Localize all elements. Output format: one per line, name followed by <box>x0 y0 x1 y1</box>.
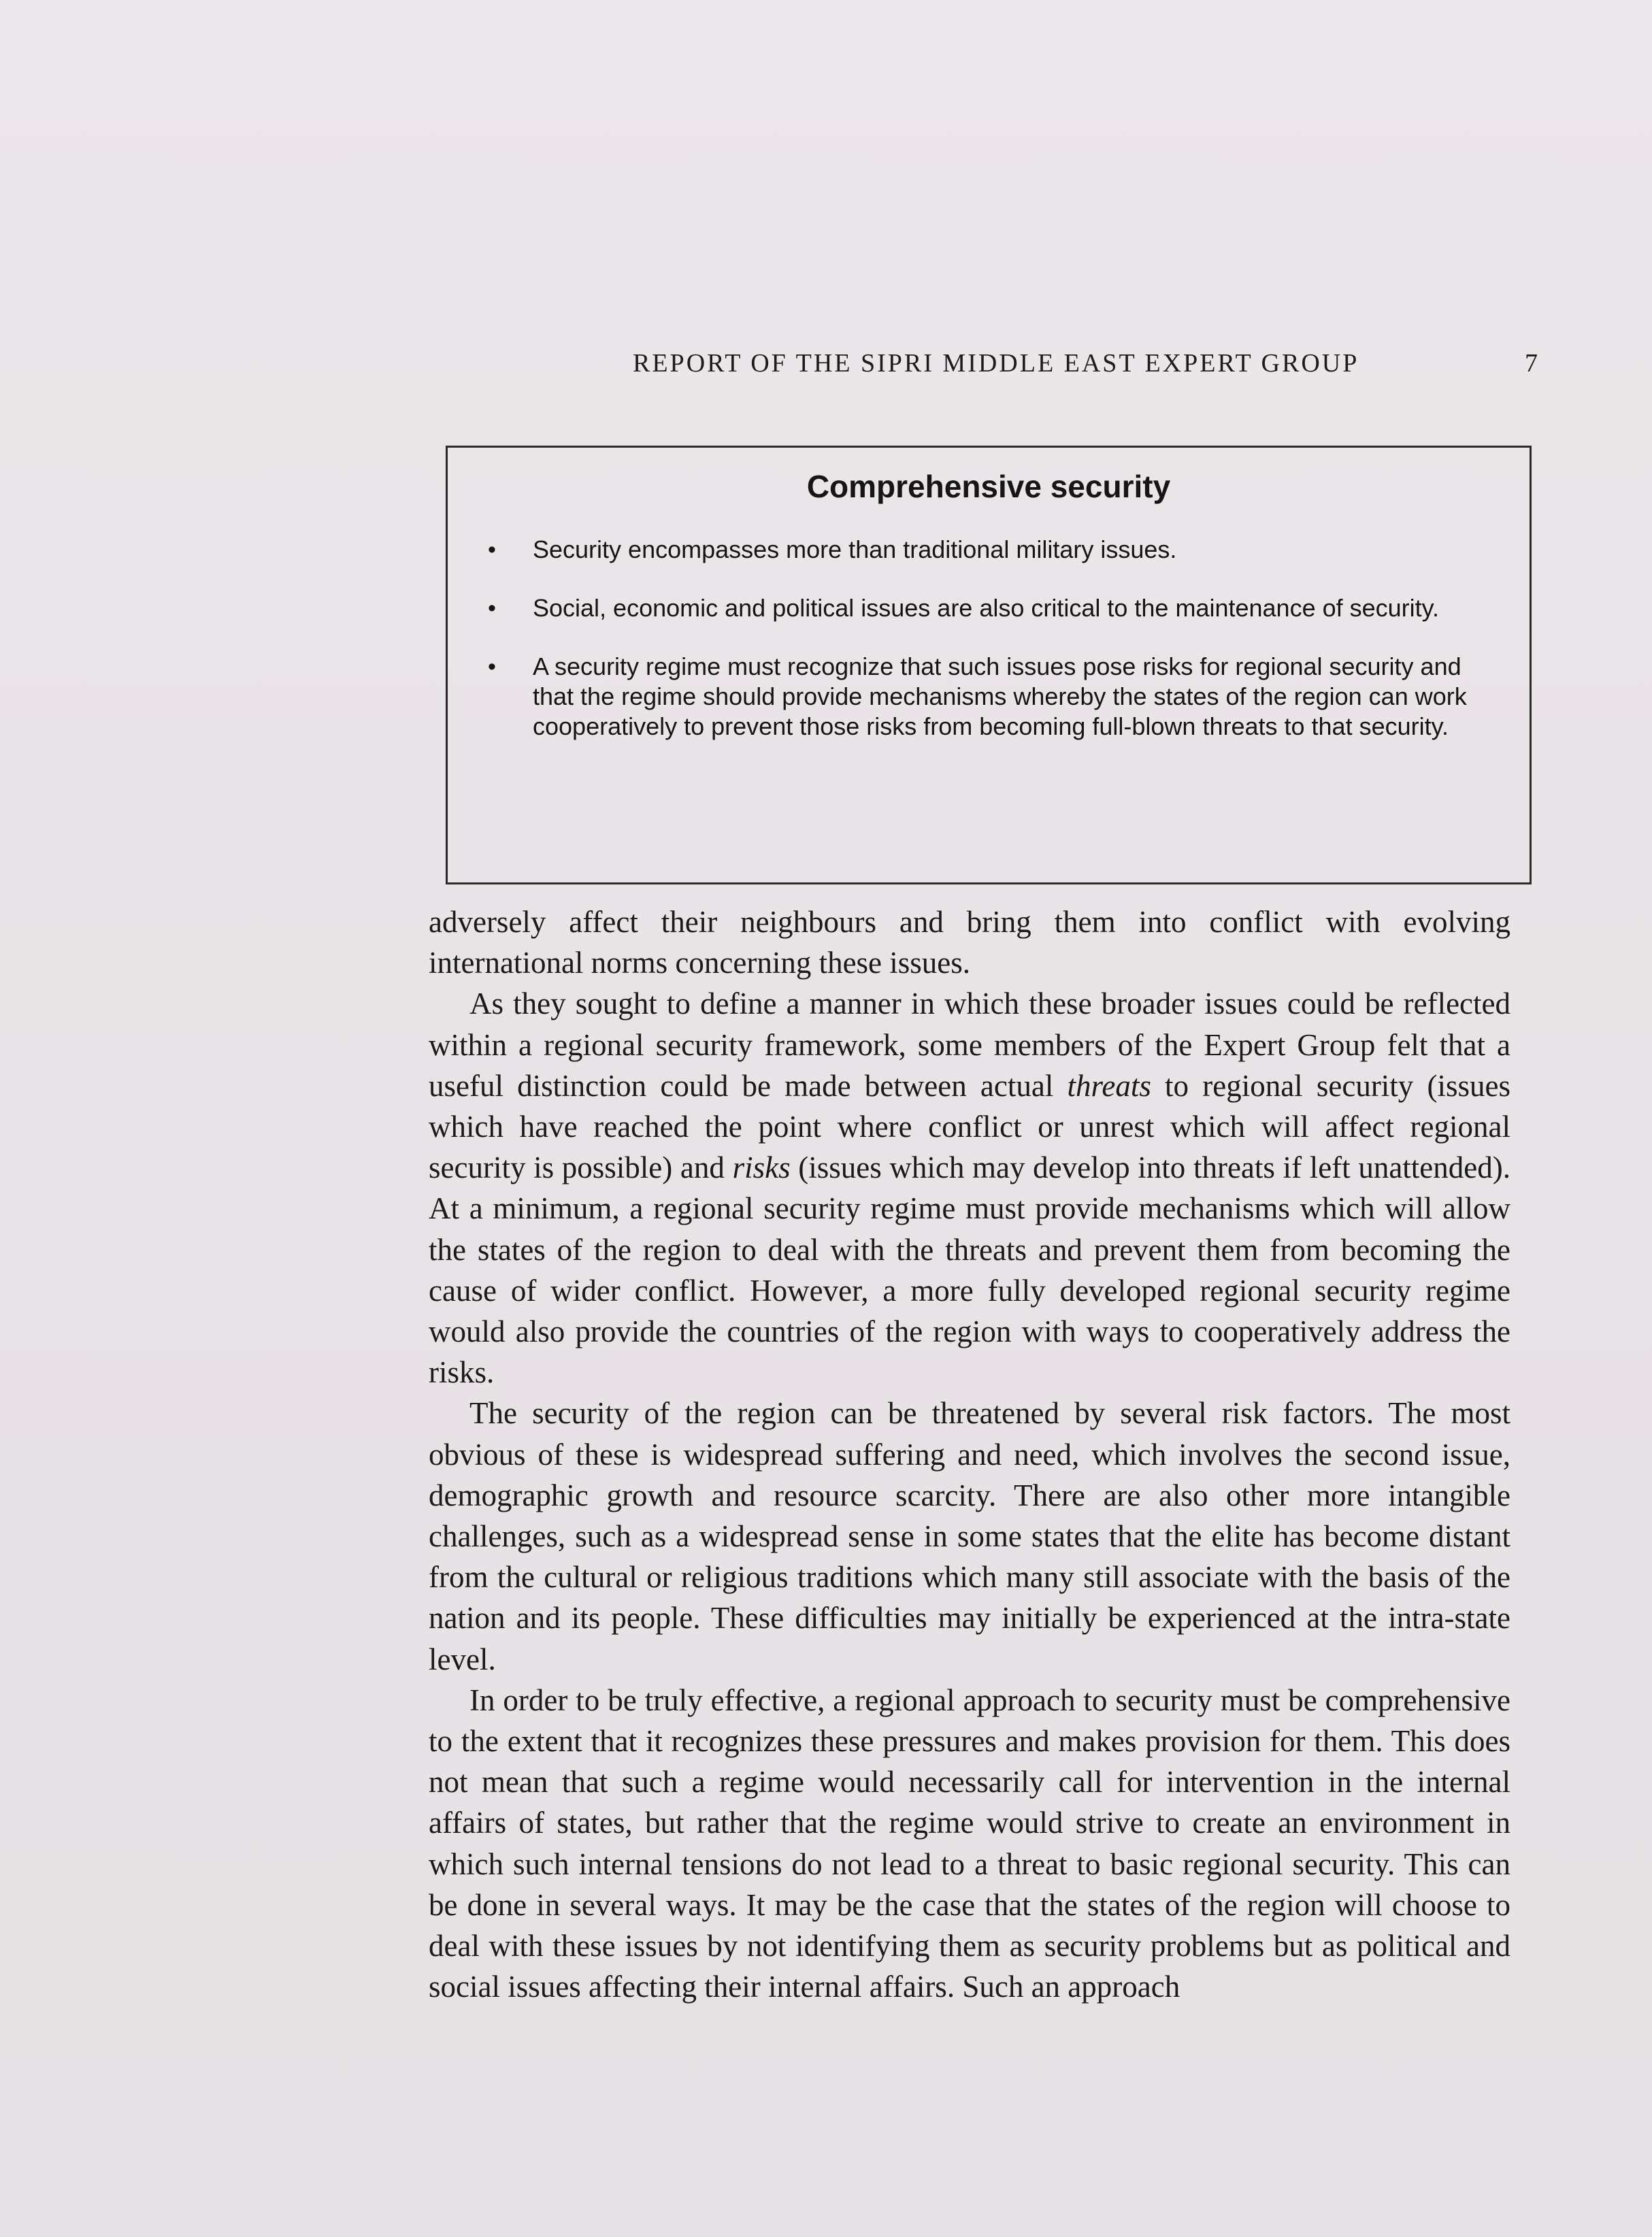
bullet-icon: • <box>488 537 496 563</box>
box-bullet-text: Social, economic and political issues are also critical to the maintenance of security. <box>533 594 1439 622</box>
box-bullet-item <box>485 535 1499 565</box>
paragraph-2-part-c: (issues which may develop into threats if left unattended). At a minimum, a regional security regime must provide mechanisms which will allow the states of the region to deal with the threats and prevent them from becoming the cause of wider conflict. However, a more fully developed regional security regime would also provide the countries of the region with ways to cooperatively address the risks. <box>429 1150 1510 1390</box>
risks-term: risks <box>732 1150 791 1185</box>
bullet-icon: • <box>488 595 496 621</box>
running-head <box>633 348 1538 378</box>
page-number: 7 <box>1525 349 1538 378</box>
box-bullet-list <box>485 535 1499 770</box>
box-bullet-item <box>485 593 1499 623</box>
body-text <box>429 901 1510 2007</box>
running-head-title: REPORT OF THE SIPRI MIDDLE EAST EXPERT GROUP <box>633 349 1359 378</box>
paragraph-2-part-b: to regional security (issues which have reached the point where conflict or unrest which will affect regional security is possible) and <box>429 1068 1510 1185</box>
box-title: Comprehensive security <box>806 469 1171 504</box>
box-bullet-text: A security regime must recognize that such issues pose risks for regional security and that the regime should provide mechanisms whereby the states of the region can work cooperatively to prevent those risks from becoming full-blown threats to that security. <box>533 652 1467 740</box>
paragraph-4: In order to be truly effective, a regional approach to security must be comprehensive to the extent that it recognizes these pressures and makes provision for them. This does not mean that such a regime would necessarily call for intervention in the internal affairs of states, but rather that the regime would strive to create an environment in which such internal tensions do not lead to a threat to basic regional security. This can be done in several ways. It may be the case that the states of the region will choose to deal with these issues by not identifying them as security problems but as political and social issues affecting their internal affairs. Such an approach <box>429 1683 1510 2004</box>
paragraph-2-part-a: As they sought to define a manner in which these broader issues could be reflected within a regional security framework, some members of the Expert Group felt that a useful distinction could be made between actual <box>429 987 1510 1103</box>
comprehensive-security-box <box>446 446 1532 884</box>
paragraph-3: The security of the region can be threatened by several risk factors. The most obvious of these is widespread suffering and need, which involves the second issue, demographic growth and resource scarcity. There are also other more intangible challenges, such as a widespread sense in some states that the elite has become distant from the cultural or religious traditions which many still associate with the basis of the nation and its people. These difficulties may initially be experienced at the intra-state level. <box>429 1396 1510 1676</box>
box-bullet-text: Security encompasses more than traditional military issues. <box>533 535 1177 563</box>
paragraph-2 <box>429 983 1510 1393</box>
box-bullet-item <box>485 652 1499 742</box>
threats-term: threats <box>1067 1068 1151 1103</box>
bullet-icon: • <box>488 654 496 680</box>
paragraph-1: adversely affect their neighbours and bring them into conflict with evolving international norms concerning these issues. <box>429 905 1510 980</box>
